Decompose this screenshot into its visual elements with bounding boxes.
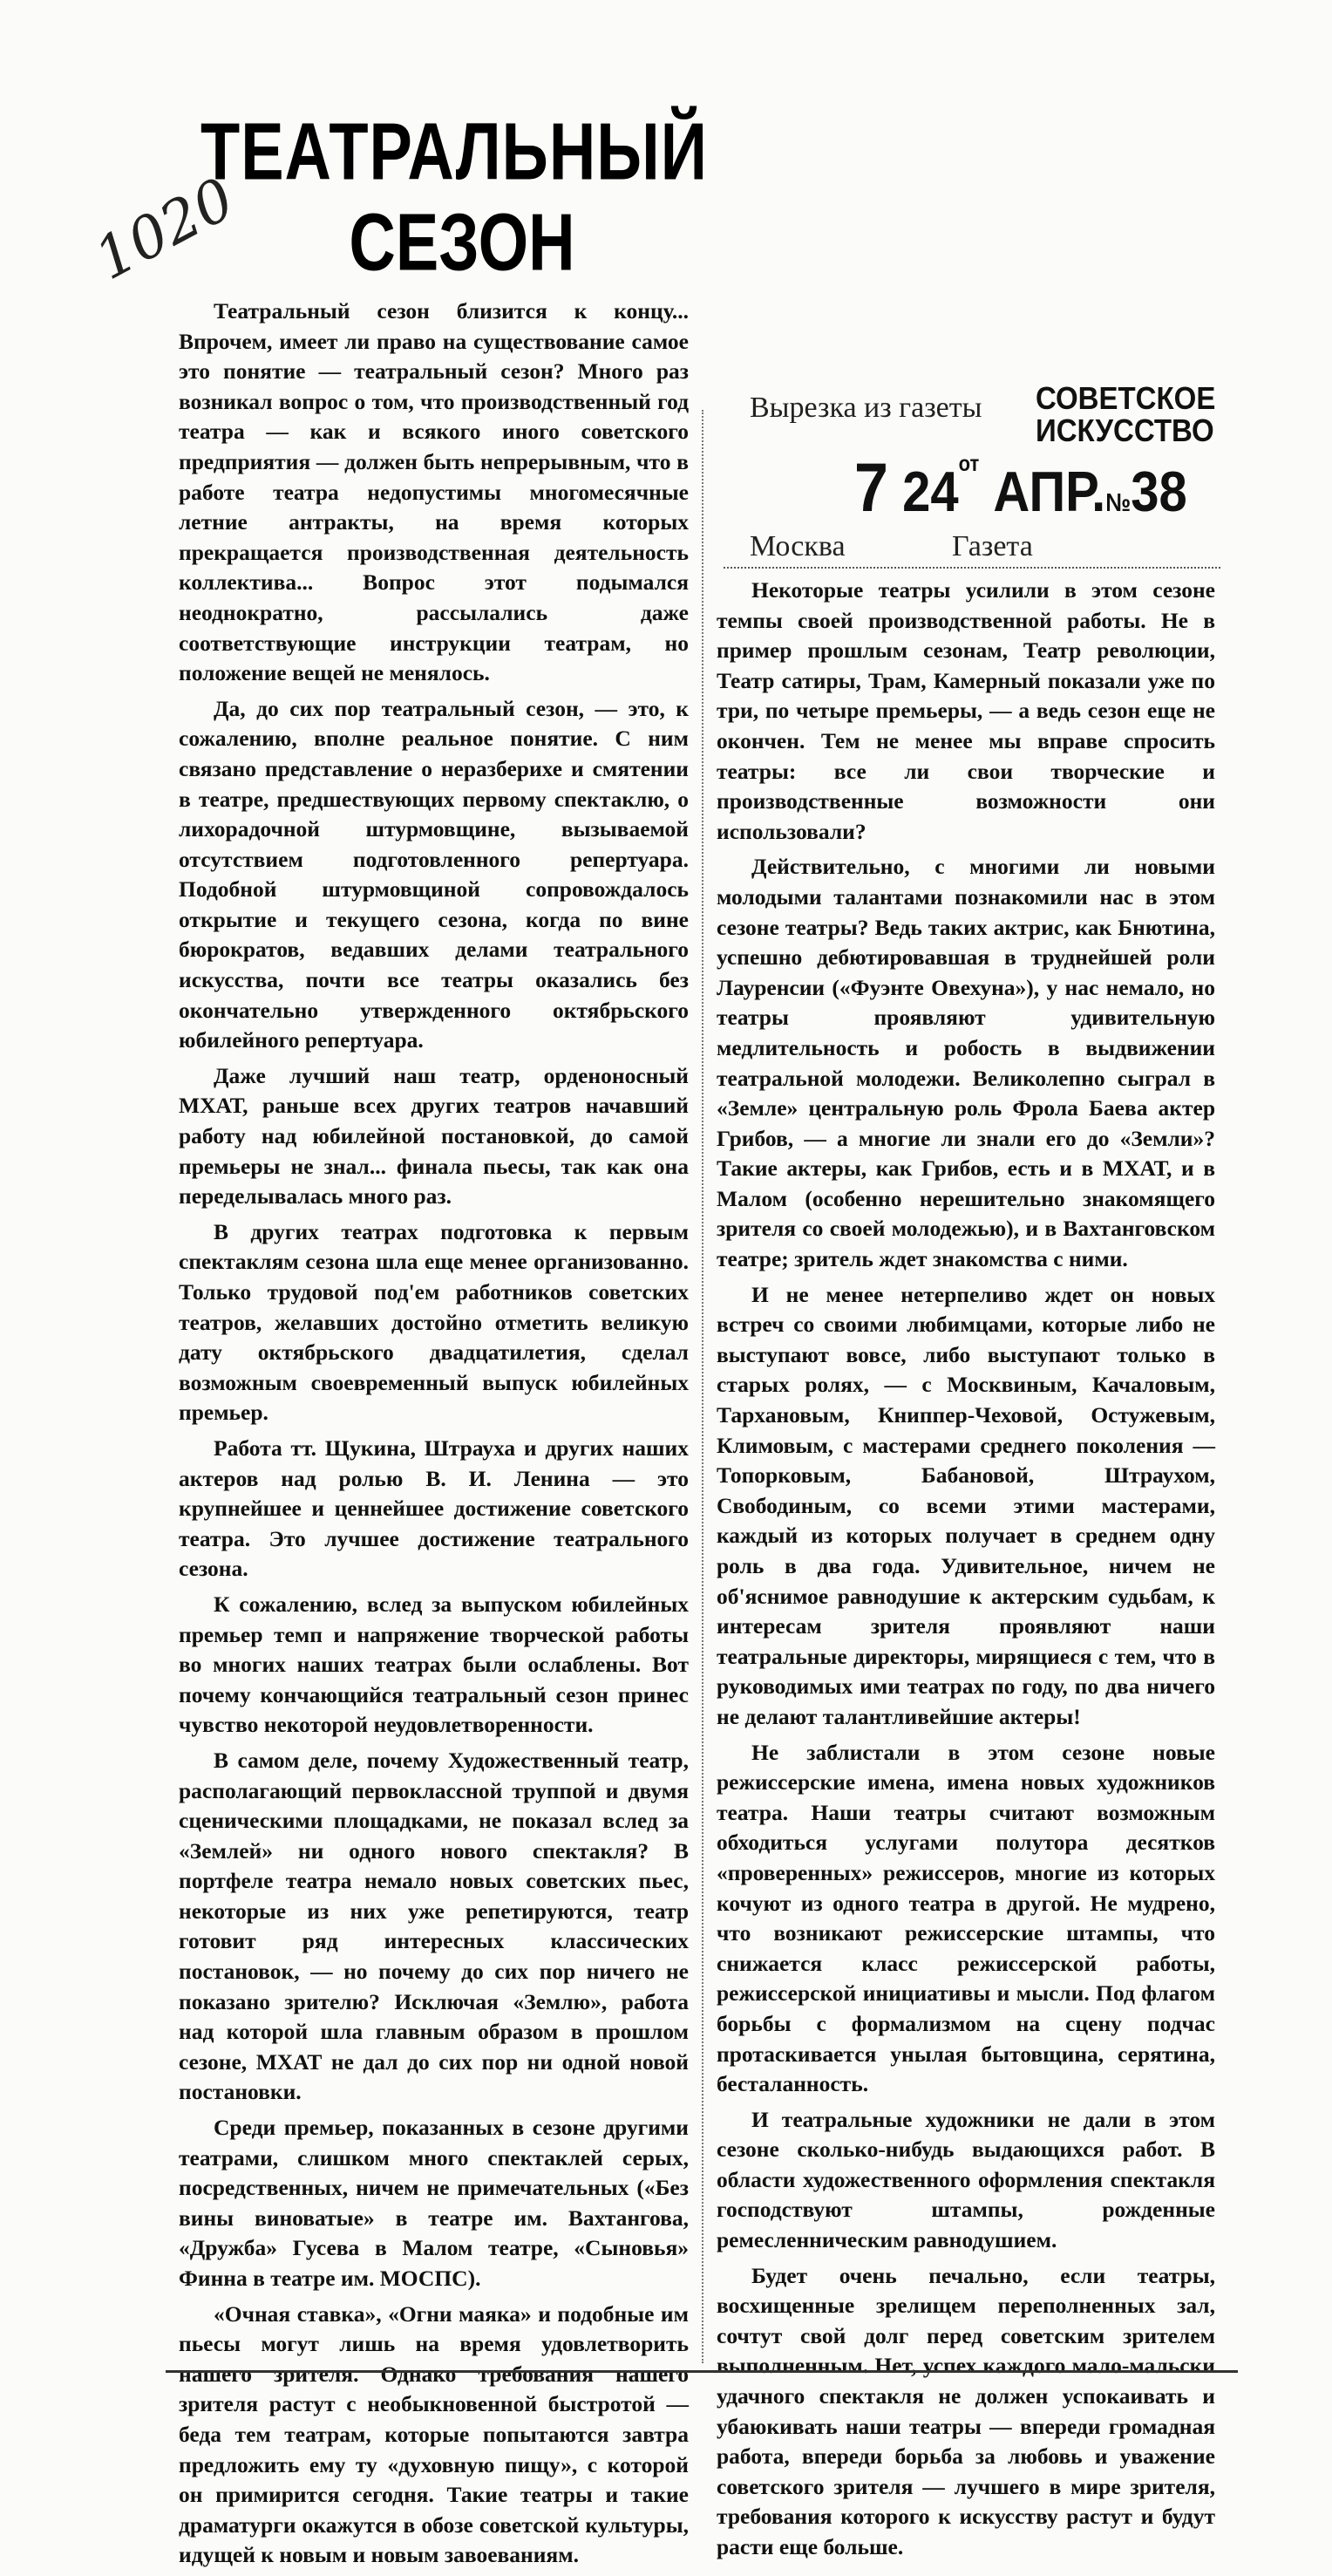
paragraph: Некоторые театры усилили в этом сезоне темпы своей производственной работы. Не в пример прошлым сезонам, Театр революции, Театр сатиры, Трам, Камерный показали уже по три, по четыре премьеры, — а ведь сезон еще не окончен. Тем не менее мы вправе спросить театры: все ли свои творческие и производственные возможности они использовали? — [717, 577, 1215, 844]
paragraph: Среди премьер, показанных в сезоне другими театрами, слишком много спектаклей серых, посредственных, ничем не примечательных («Без вины виноватые» в театре им. Вахтангова, «Дружба» Гусева в Малом театре, «Сыновья» Финна в театре им. МОСПС). — [179, 2115, 689, 2291]
stamp-day: 7 — [854, 449, 888, 526]
city-label: Москва — [750, 530, 846, 562]
stamp-number: 38 — [1131, 460, 1187, 524]
date-stamp — [854, 449, 1187, 526]
stamp-number-sign: № — [1105, 487, 1132, 517]
newspaper-name — [1036, 379, 1216, 448]
stamp-ot: от — [958, 451, 980, 476]
paragraph: В самом деле, почему Художественный театр, располагающий первоклассной труппой и двумя сценическими площадками, не показал вслед за «Землей» ни одного нового спектакля? В портфеле театра немало новых советских пьес, некоторые из них уже репетируются, театр готовит ряд интересных классических постановок, — но почему до сих пор ничего не показано зрителю? Исключая «Землю», работа над которой шла главным образом в прошлом сезоне, МХАТ не дал до сих пор ни одной новой постановки. — [179, 1747, 689, 2105]
stamp-date: 24 — [902, 460, 959, 524]
paragraph: Действительно, с многими ли новыми молодыми талантами познакомили нас в этом сезоне театры? Ведь таких актрис, как Бнютина, успешно дебютировавшая в труднейшей роли Лауренсии («Фуэнте Овехуна»), у нас немало, но театры проявляют удивительную медлительность и робость в выдвижении театральной молодежи. Великолепно сыграл в «Земле» центральную роль Фрола Баева актер Грибов, — а многие ли знали его до «Земли»? Такие актеры, как Грибов, есть и в МХАТ, и в Малом (особенно нерешительно знакомящего зрителя со своей молодежью), и в Вахтанговском театре; зритель ждет знакомства с ними. — [717, 854, 1215, 1272]
bottom-rule — [166, 2370, 1238, 2373]
paragraph: Да, до сих пор театральный сезон, — это, к сожалению, вполне реальное понятие. С ним связано представление о неразберихе и смятении в театре, предшествующих первому спектаклю, о лихорадочной штурмовщине, вызываемой отсутствием подготовленного репертуара. Подобной штурмовщиной сопровождалось открытие и текущего сезона, когда по вине бюрократов, ведавших делами театрального искусства, почти все театры оказались без окончательно утвержденного октябрьского юбилейного репертуара. — [179, 695, 689, 1053]
right-article-column — [717, 576, 1215, 2568]
paragraph: В других театрах подготовка к первым спектаклям сезона шла еще менее организованно. Только трудовой под'ем работников советских театров, желавших достойно отметить великую дату октябрьского двадцатилетия, сделал возможным своевременный выпуск юбилейных премьер. — [179, 1218, 689, 1426]
headline-line-2: СЕЗОН — [349, 196, 575, 288]
handwritten-number: 1020 — [84, 165, 245, 293]
newspaper-name-line-2: ИСКУССТВО — [1036, 412, 1214, 448]
paragraph: «Очная ставка», «Огни маяка» и подобные им пьесы могут лишь на время удовлетворить нашего зрителя. Однако требования нашего зрителя растут с необыкновенной быстротой — беда тем театрам, которые попытаются завтра предложить ему ту «духовную пищу», с которой он примирится сегодня. Такие театры и такие драматурги окажутся в обозе советской культуры, идущей к новым и новым завоеваниям. — [179, 2300, 689, 2568]
newspaper-name-line-1: СОВЕТСКОЕ — [1036, 379, 1216, 416]
paragraph: Не заблистали в этом сезоне новые режиссерские имена, имена новых художников театра. Наши театры считают возможным обходиться услугами полутора десятков «проверенных» режиссеров, многие из которых кочуют из одного театра в другой. Не мудрено, что возникают режиссерские штампы, что снижается класс режиссерской работы, режиссерской инициативы и мысли. Под флагом борьбы с формализмом на сцену подчас протаскивается унылая бытовщина, серятина, бесталанность. — [717, 1739, 1215, 2097]
paragraph: И не менее нетерпеливо ждет он новых встреч со своими любимцами, которые либо не выступают вовсе, либо выступают только в старых ролях, — с Москвиным, Качаловым, Тархановым, Книппер-Чеховой, Остужевым, Климовым, с мастерами среднего поколения — Топорковым, Бабановой, Штраухом, Свободиным, со всеми этими мастерами, каждый из которых получает в среднем одну роль в два года. Удивительное, ничем не об'яснимое равнодушие к актерским судьбам, к интересам зрителя проявляют наши театральные директоры, мирящиеся с тем, что в руководимых ими театрах по году, по два ничего не делают талантливейшие актеры! — [717, 1281, 1215, 1729]
paragraph: Работа тт. Щукина, Штрауха и других наших актеров над ролью В. И. Ленина — это крупнейшее и ценнейшее достижение советского театра. Это лучшее достижение театрального сезона. — [179, 1435, 689, 1582]
paragraph: И театральные художники не дали в этом сезоне сколько-нибудь выдающихся работ. В области художественного оформления спектакля господствуют штампы, рожденные ремесленническим равнодушием. — [717, 2106, 1215, 2253]
paragraph: К сожалению, вслед за выпуском юбилейных премьер темп и напряжение творческой работы во многих наших театрах были ослаблены. Вот почему кончающийся театральный сезон принес чувство некоторой неудовлетворенности. — [179, 1591, 689, 1738]
clipping-label: Вырезка из газеты — [750, 392, 982, 424]
paragraph: Будет очень печально, если театры, восхищенные зрелищем переполненных зал, сочтут свой долг перед советским зрителем выполненным. Нет, успех каждого мало-мальски удачного спектакля не должен успокаивать и убаюкивать наши театры — впереди громадная работа, впереди борьба за любовь и уважение советского зрителя — лучшего в мире зрителя, требования которого к искусству растут и будут расти еще больше. — [717, 2262, 1215, 2559]
clipping-header — [724, 366, 1220, 569]
paragraph: Театральный сезон близится к концу... Впрочем, имеет ли право на существование самое это понятие — театральный сезон? Много раз возникал вопрос о том, что производственный год театра — как и всякого иного советского предприятия — должен быть непрерывным, что в работе театра недопустимы многомесячные летние антракты, на время которых прекращается производственная деятельность коллектива... Вопрос этот подымался неоднократно, рассылались даже соответствующие инструкции театрам, но положение вещей не менялось. — [179, 298, 689, 686]
headline-line-1: ТЕАТРАЛЬНЫЙ — [200, 106, 708, 197]
stamp-month: АПР. — [993, 460, 1106, 524]
column-divider — [702, 410, 703, 2363]
gazeta-label: Газета — [952, 530, 1033, 562]
left-article-column — [179, 296, 689, 2576]
paragraph: Даже лучший наш театр, орденоносный МХАТ, раньше всех других театров начавший работу над юбилейной постановкой, до самой премьеры не знал... финала пьесы, так как она переделывалась много раз. — [179, 1062, 689, 1210]
